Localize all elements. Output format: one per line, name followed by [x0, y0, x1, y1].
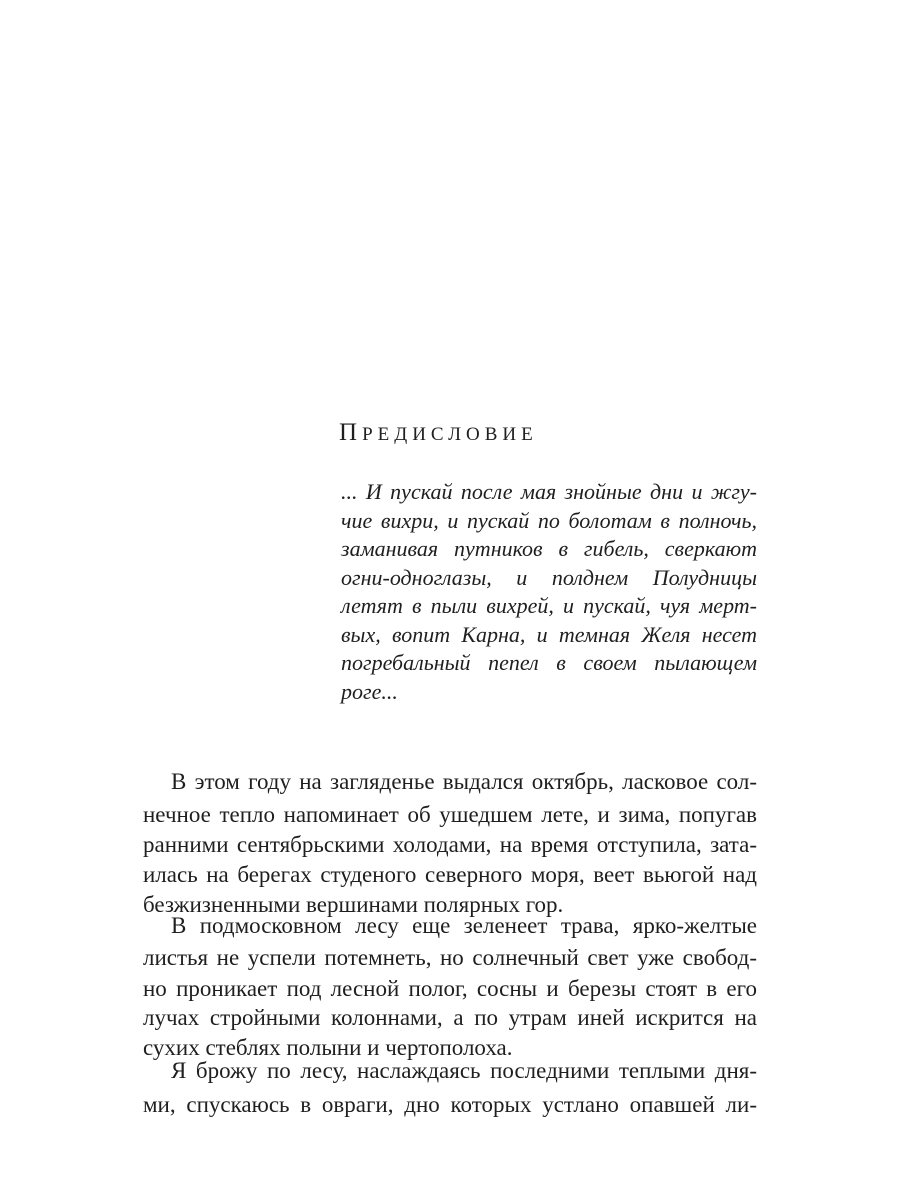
- epigraph-line: роге...: [341, 679, 398, 704]
- epigraph-line: чие вихри, и пускай по болотам в полночь,: [341, 508, 757, 533]
- body-line: В этом году на загляденье выдался октябрь, ласковое сол-: [171, 769, 757, 794]
- epigraph-line: огни-одноглазы, и полднем Полудницы: [341, 565, 757, 590]
- body-line: но проникает под лесной полог, сосны и березы стоят в его: [143, 976, 757, 1001]
- heading-rest: РЕДИСЛОВИЕ: [362, 424, 538, 445]
- epigraph-line: ... И пускай после мая знойные дни и жгу-: [341, 479, 757, 504]
- epigraph-line: вых, вопит Карна, и темная Желя несет: [341, 622, 757, 647]
- body-line: илась на берегах студеного северного моря, веет вьюгой над: [143, 862, 757, 887]
- chapter-heading: [339, 418, 538, 450]
- epigraph-line: заманивая путников в гибель, сверкают: [341, 536, 757, 561]
- body-line: ранними сентябрьскими холодами, на время отступила, зата-: [143, 832, 757, 857]
- body-line: сухих стеблях полыни и чертополоха.: [143, 1035, 513, 1060]
- body-line: В подмосковном лесу еще зеленеет трава, ярко-желтые: [171, 913, 757, 938]
- body-line: листья не успели потемнеть, но солнечный свет уже свобод-: [143, 945, 757, 970]
- epigraph-line: летят в пыли вихрей, и пускай, чуя мерт-: [341, 593, 757, 618]
- body-line: ми, спускаюсь в овраги, дно которых устлано опавшей ли-: [143, 1092, 757, 1117]
- body-line: Я брожу по лесу, наслаждаясь последними теплыми дня-: [171, 1058, 757, 1083]
- body-line: безжизненными вершинами полярных гор.: [143, 892, 564, 917]
- body-line: лучах стройными колоннами, а по утрам иней искрится на: [143, 1005, 757, 1030]
- heading-initial: П: [339, 419, 363, 446]
- body-line: нечное тепло напоминает об ушедшем лете, и зима, попугав: [143, 802, 757, 827]
- epigraph-line: погребальный пепел в своем пылающем: [341, 650, 757, 675]
